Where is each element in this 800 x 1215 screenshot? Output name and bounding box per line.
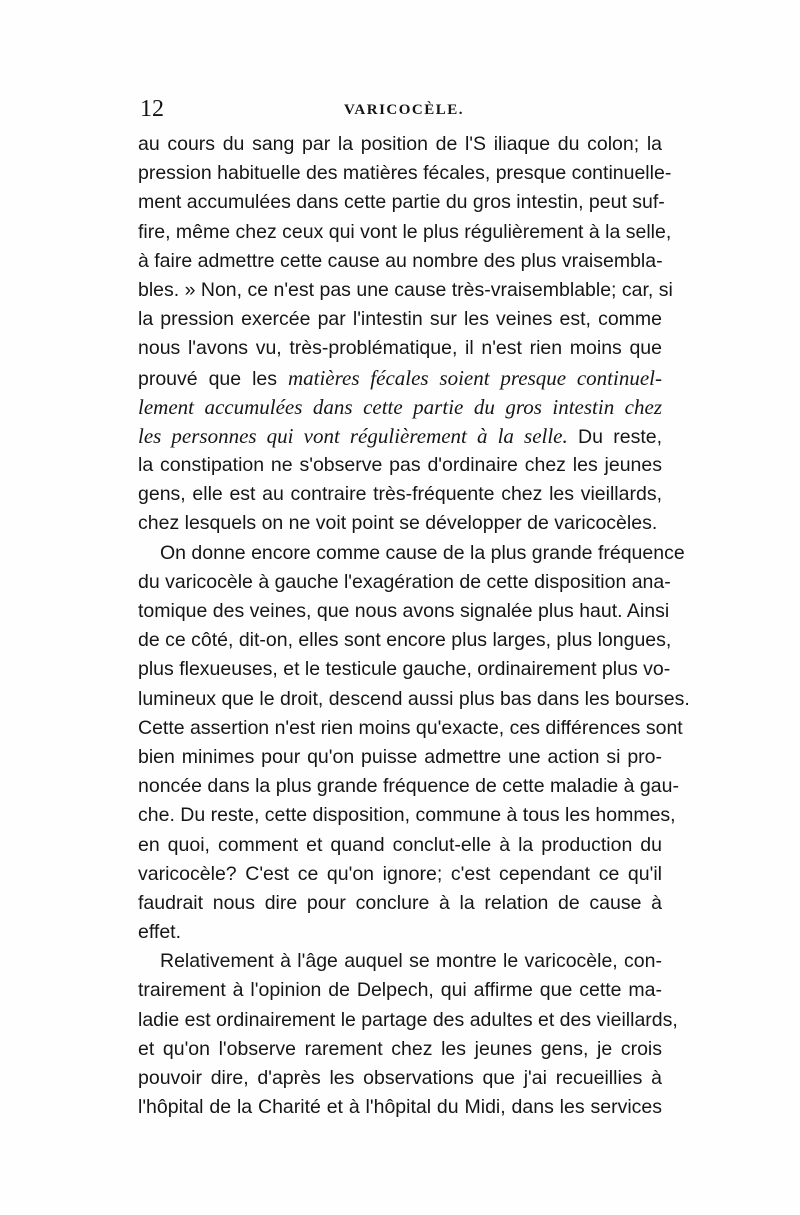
text-line: fire, même chez ceux qui vont le plus régulièrement à la selle, bbox=[138, 220, 672, 243]
text-line: lumineux que le droit, descend aussi plus bas dans les bourses. bbox=[138, 687, 690, 710]
text-line: pression habituelle des matières fécales, presque continuelle- bbox=[138, 162, 672, 185]
text-line: trairement à l'opinion de Delpech, qui affirme que cette ma- bbox=[138, 979, 662, 1002]
text-line: effet. bbox=[138, 921, 182, 944]
text-line: nous l'avons vu, très-problématique, il n'est rien moins que bbox=[138, 337, 662, 360]
text-line: à faire admettre cette cause au nombre des plus vraisembla- bbox=[138, 249, 663, 272]
body-text bbox=[138, 130, 690, 1122]
italic-text: lement accumulées dans cette partie du gros intestin chez bbox=[138, 394, 662, 419]
text-line: ment accumulées dans cette partie du gros intestin, peut suf- bbox=[138, 191, 665, 214]
text-line: au cours du sang par la position de l'S iliaque du colon; la bbox=[138, 133, 662, 155]
text-segment: Du reste, bbox=[567, 425, 662, 448]
text-line: gens, elle est au contraire très-fréquente chez les vieillards, bbox=[138, 483, 662, 506]
text-line: la constipation ne s'observe pas d'ordinaire chez les jeunes bbox=[138, 454, 662, 477]
text-line: et qu'on l'observe rarement chez les jeunes gens, je crois bbox=[138, 1037, 662, 1060]
text-line: Cette assertion n'est rien moins qu'exacte, ces différences sont bbox=[138, 716, 683, 739]
text-line: varicocèle? C'est ce qu'on ignore; c'est cependant ce qu'il bbox=[138, 862, 662, 885]
text-segment: prouvé que les bbox=[138, 367, 288, 390]
text-line: On donne encore comme cause de la plus grande fréquence bbox=[160, 541, 685, 564]
italic-text: les personnes qui vont régulièrement à la selle. bbox=[138, 423, 568, 448]
text-line: bien minimes pour qu'on puisse admettre une action si pro- bbox=[138, 745, 662, 768]
text-line bbox=[138, 393, 662, 422]
text-line bbox=[138, 364, 662, 393]
text-line: de ce côté, dit-on, elles sont encore plus larges, plus longues, bbox=[138, 629, 672, 652]
italic-text: matières fécales soient presque continuel- bbox=[287, 365, 662, 390]
text-line: che. Du reste, cette disposition, commune à tous les hommes, bbox=[138, 804, 676, 827]
running-title: VARICOCÈLE. bbox=[344, 102, 464, 118]
text-line: faudrait nous dire pour conclure à la relation de cause à bbox=[138, 891, 662, 914]
text-line: en quoi, comment et quand conclut-elle à la production du bbox=[138, 833, 662, 856]
text-line: ladie est ordinairement le partage des adultes et des vieillards, bbox=[138, 1008, 678, 1031]
text-line: tomique des veines, que nous avons signalée plus haut. Ainsi bbox=[138, 600, 670, 622]
text-line: l'hôpital de la Charité et à l'hôpital du Midi, dans les services bbox=[138, 1096, 662, 1119]
page-number: 12 bbox=[140, 96, 164, 122]
text-line: bles. » Non, ce n'est pas une cause très-vraisemblable; car, si bbox=[138, 278, 673, 301]
text-line: chez lesquels on ne voit point se développer de varicocèles. bbox=[138, 512, 658, 535]
text-line: la pression exercée par l'intestin sur les veines est, comme bbox=[138, 308, 662, 331]
text-line: plus flexueuses, et le testicule gauche, ordinairement plus vo- bbox=[138, 658, 671, 681]
text-line: noncée dans la plus grande fréquence de cette maladie à gau- bbox=[138, 775, 679, 798]
text-line: du varicocèle à gauche l'exagération de cette disposition ana- bbox=[138, 570, 671, 593]
text-line bbox=[138, 422, 662, 451]
text-line: Relativement à l'âge auquel se montre le varicocèle, con- bbox=[160, 950, 662, 973]
text-line: pouvoir dire, d'après les observations que j'ai recueillies à bbox=[138, 1067, 662, 1089]
page-header bbox=[138, 94, 662, 124]
